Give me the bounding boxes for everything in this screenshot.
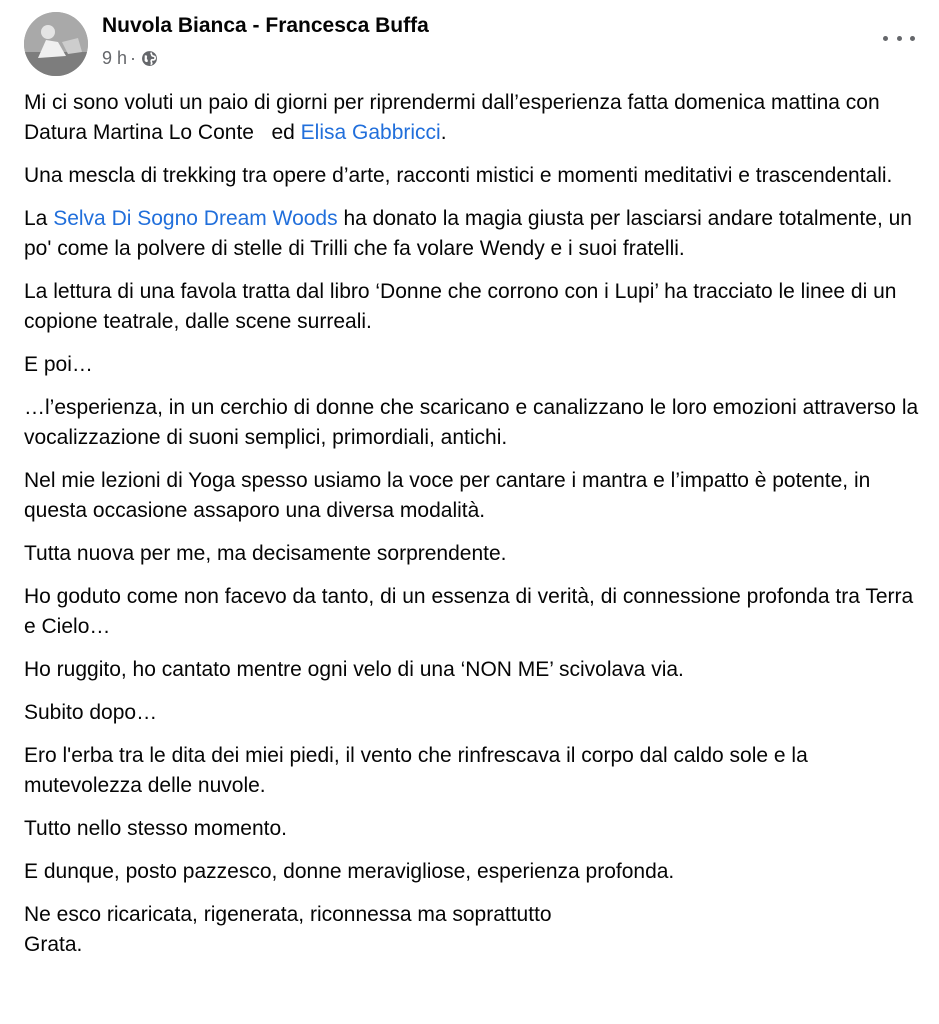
- paragraph-1: Mi ci sono voluti un paio di giorni per riprendermi dall’esperienza fatta domenica mattina con Datura Martina Lo Conte ed Elisa Gabbricci.: [24, 91, 880, 144]
- post-time[interactable]: 9 h: [102, 48, 128, 68]
- avatar[interactable]: [24, 12, 88, 76]
- paragraph-3: La Selva Di Sogno Dream Woods ha donato la magia giusta per lasciarsi andare totalmente, un po' come la polvere di stelle di Trilli che fa volare Wendy e i suoi fratelli.: [24, 207, 912, 260]
- paragraph-15: Ne esco ricaricata, rigenerata, riconnessa ma soprattutto Grata.: [24, 903, 552, 956]
- tag-selva-di-sogno[interactable]: Selva Di Sogno Dream Woods: [53, 207, 338, 230]
- paragraph-2: Una mescla di trekking tra opere d’arte, racconti mistici e momenti meditativi e trascendentali.: [24, 164, 893, 187]
- paragraph-12: Ero l'erba tra le dita dei miei piedi, il vento che rinfrescava il corpo dal caldo sole e la mutevolezza delle nuvole.: [24, 744, 808, 797]
- author-name[interactable]: Nuvola Bianca - Francesca Buffa: [102, 14, 429, 37]
- post-body: [24, 88, 924, 973]
- paragraph-8: Tutta nuova per me, ma decisamente sorprendente.: [24, 542, 507, 565]
- tag-elisa-gabbricci[interactable]: Elisa Gabbricci: [300, 121, 441, 144]
- paragraph-13: Tutto nello stesso momento.: [24, 817, 288, 840]
- paragraph-11: Subito dopo…: [24, 701, 158, 724]
- globe-icon[interactable]: [141, 50, 158, 67]
- more-options-icon[interactable]: [883, 26, 915, 50]
- paragraph-7: Nel mie lezioni di Yoga spesso usiamo la voce per cantare i mantra e l’impatto è potente, in questa occasione assaporo una diversa modalità.: [24, 469, 871, 522]
- paragraph-14: E dunque, posto pazzesco, donne meravigliose, esperienza profonda.: [24, 860, 675, 883]
- paragraph-5: E poi…: [24, 353, 93, 376]
- avatar-photo-icon: [24, 12, 88, 76]
- post-meta: [102, 48, 158, 69]
- paragraph-9: Ho goduto come non facevo da tanto, di un essenza di verità, di connessione profonda tra Terra e Cielo…: [24, 585, 914, 638]
- meta-separator: ·: [130, 48, 137, 68]
- paragraph-10: Ho ruggito, ho cantato mentre ogni velo di una ‘NON ME’ scivolava via.: [24, 658, 684, 681]
- paragraph-4: La lettura di una favola tratta dal libro ‘Donne che corrono con i Lupi’ ha tracciato le linee di un copione teatrale, dalle scene surreali.: [24, 280, 897, 333]
- post-header: [24, 12, 915, 76]
- paragraph-6: …l’esperienza, in un cerchio di donne che scaricano e canalizzano le loro emozioni attraverso la vocalizzazione di suoni semplici, primordiali, antichi.: [24, 396, 919, 449]
